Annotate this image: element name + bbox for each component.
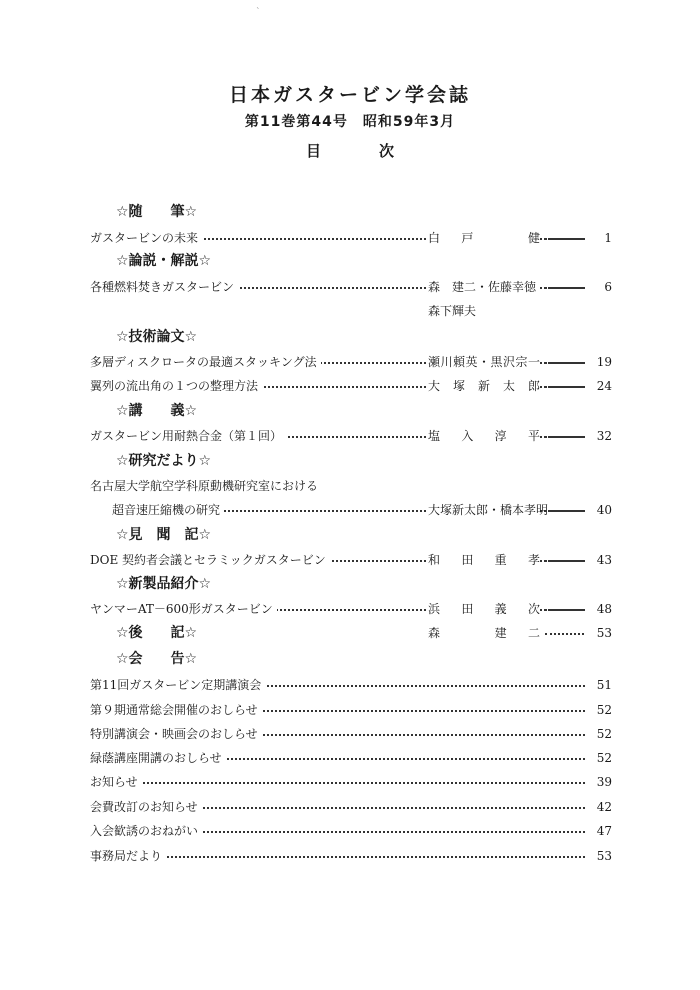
section-essay: ☆随 筆☆ xyxy=(116,204,198,220)
notice-page: 42 xyxy=(585,796,612,818)
contents-char-1: 目 xyxy=(305,142,321,160)
entry-author: 白 戸 健 xyxy=(428,227,540,249)
notice-entry[interactable] xyxy=(0,723,700,745)
section-technical-papers: ☆技術論文☆ xyxy=(116,329,198,345)
entry-author: 塩入淳平 xyxy=(428,425,540,447)
section-announcements: ☆会 告☆ xyxy=(116,651,198,667)
toc-entry-afterword[interactable] xyxy=(0,622,700,644)
notice-title: 第11回ガスタービン定期講演会 xyxy=(90,674,265,696)
entry-page: 53 xyxy=(585,622,612,644)
notice-title: お知らせ xyxy=(90,771,142,793)
entry-title: 多層ディスクロータの最適スタッキング法 xyxy=(90,351,321,373)
entry-author: 瀬川頼英・黒沢宗一 xyxy=(428,351,540,373)
notice-page: 53 xyxy=(585,845,612,867)
issue-info: 第11巻第44号 昭和59年3月 xyxy=(244,114,456,130)
notice-entry[interactable] xyxy=(0,771,700,793)
notice-page: 47 xyxy=(585,820,612,842)
entry-title: ヤンマーAT－600形ガスタービン xyxy=(90,598,277,620)
entry-page: 32 xyxy=(585,425,612,447)
corner-mark: ˋ xyxy=(256,8,261,18)
contents-char-2: 次 xyxy=(379,142,395,160)
contents-heading xyxy=(0,140,700,161)
entry-author: 森下輝夫 xyxy=(428,300,540,322)
toc-entry[interactable] xyxy=(0,499,700,521)
toc-entry-line1 xyxy=(0,475,700,497)
section-research-news: ☆研究だより☆ xyxy=(116,453,212,469)
notice-entry[interactable] xyxy=(0,699,700,721)
notice-entry[interactable] xyxy=(0,674,700,696)
entry-page: 1 xyxy=(585,227,612,249)
notice-page: 51 xyxy=(585,674,612,696)
toc-entry[interactable] xyxy=(0,598,700,620)
journal-title: 日本ガスタービン学会誌 xyxy=(228,84,471,106)
entry-page: 40 xyxy=(585,499,612,521)
entry-title: 超音速圧縮機の研究 xyxy=(112,499,224,521)
notice-title: 緑蔭講座開講のおしらせ xyxy=(90,747,226,769)
toc-entry[interactable] xyxy=(0,375,700,397)
notice-entry[interactable] xyxy=(0,747,700,769)
section-lecture: ☆講 義☆ xyxy=(116,403,198,419)
toc-entry[interactable] xyxy=(0,425,700,447)
notice-page: 52 xyxy=(585,723,612,745)
section-review: ☆論説・解説☆ xyxy=(116,253,212,269)
entry-page: 6 xyxy=(585,276,612,298)
toc-entry-continuation xyxy=(0,300,700,322)
entry-author: 大塚新太郎 xyxy=(428,375,540,397)
section-travel-report: ☆見 聞 記☆ xyxy=(116,527,212,543)
toc-entry[interactable] xyxy=(0,351,700,373)
section-afterword: ☆後 記☆ xyxy=(116,625,198,641)
notice-title: 事務局だより xyxy=(90,845,166,867)
entry-title: 翼列の流出角の１つの整理方法 xyxy=(90,375,262,397)
entry-page: 24 xyxy=(585,375,612,397)
notice-page: 39 xyxy=(585,771,612,793)
entry-page: 43 xyxy=(585,549,612,571)
toc-entry[interactable] xyxy=(0,227,700,249)
section-new-products: ☆新製品紹介☆ xyxy=(116,576,212,592)
entry-page: 48 xyxy=(585,598,612,620)
entry-title: 名古屋大学航空学科原動機研究室における xyxy=(90,475,322,497)
entry-title: ガスタービン用耐熱合金（第１回） xyxy=(90,425,286,447)
entry-author: 和田重孝 xyxy=(428,549,540,571)
entry-title: DOE 契約者会議とセラミックガスタービン xyxy=(90,549,330,571)
notice-page: 52 xyxy=(585,699,612,721)
entry-title: ガスタービンの未来 xyxy=(90,227,202,249)
notice-title: 会費改訂のお知らせ xyxy=(90,796,202,818)
toc-entry[interactable] xyxy=(0,549,700,571)
entry-author: 大塚新太郎・橋本孝明 xyxy=(428,499,540,521)
toc-entry[interactable] xyxy=(0,276,700,298)
entry-page: 19 xyxy=(585,351,612,373)
entry-author: 森 建 二 xyxy=(428,622,540,644)
notice-page: 52 xyxy=(585,747,612,769)
notice-entry[interactable] xyxy=(0,845,700,867)
entry-title: 各種燃料焚きガスタービン xyxy=(90,276,238,298)
notice-entry[interactable] xyxy=(0,820,700,842)
notice-title: 第９期通常総会開催のおしらせ xyxy=(90,699,262,721)
notice-title: 入会歓誘のおねがい xyxy=(90,820,202,842)
notice-title: 特別講演会・映画会のおしらせ xyxy=(90,723,262,745)
leader-dots xyxy=(100,856,608,858)
entry-author: 浜田義次 xyxy=(428,598,540,620)
entry-author: 森 建二・佐藤幸徳 xyxy=(428,276,540,298)
leader-dots xyxy=(100,782,608,784)
notice-entry[interactable] xyxy=(0,796,700,818)
